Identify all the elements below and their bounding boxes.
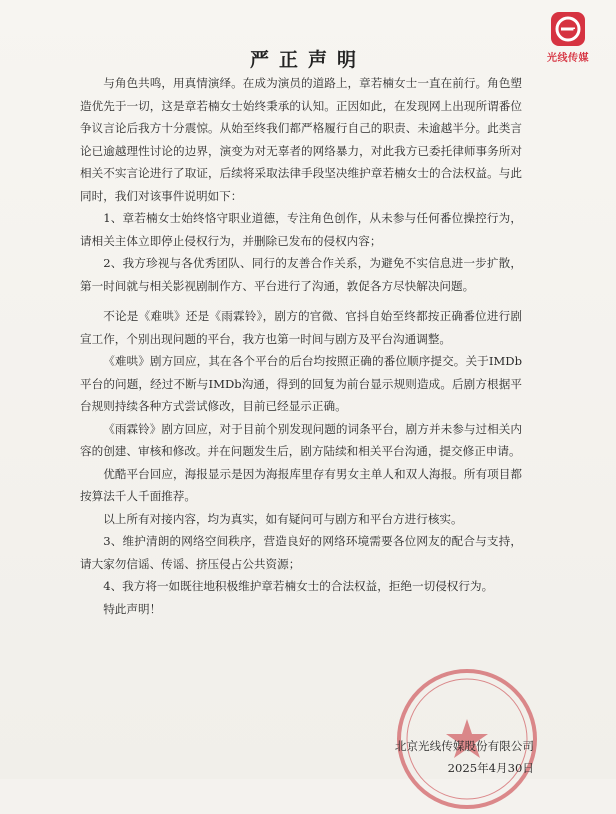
paragraph-point-4: 4、我方将一如既往地积极维护章若楠女士的合法权益，拒绝一切侵权行为。	[103, 579, 494, 593]
logo-text: 光线传媒	[547, 53, 589, 64]
paragraph-point-3: 3、维护清朗的网络空间秩序，营造良好的网络环境需要各位网友的配合与支持，请大家勿信谣、传谣、挤压侵占公共资源；	[80, 534, 522, 571]
paragraph-point-2: 2、我方珍视与各优秀团队、同行的友善合作关系，为避免不实信息进一步扩散，第一时间就与相关影视剧制作方、平台进行了沟通，敦促各方尽快解决问题。	[80, 256, 522, 293]
paragraph-point-1: 1、章若楠女士始终恪守职业道德，专注角色创作，从未参与任何番位操控行为，请相关主体立即停止侵权行为，并删除已发布的侵权内容；	[80, 211, 522, 248]
paragraph-youku: 优酷平台回应，海报显示是因为海报库里存有男女主单人和双人海报。所有项目都按算法千人千面推荐。	[80, 466, 522, 503]
paragraph-verification: 以上所有对接内容，均为真实，如有疑问可与剧方和平台方进行核实。	[103, 511, 463, 526]
paragraph-closing: 特此声明！	[103, 601, 162, 616]
document-title: 严正声明	[249, 49, 366, 71]
paragraph-intro: 与角色共鸣，用真情演绎。在成为演员的道路上，章若楠女士一直在前行。角色塑造优先于一切，这是章若楠女士始终秉承的认知。正因如此，在发现网上出现所谓番位争议言论后我方十分震惊。从始至终我们都严格履行自己的职责、未逾越半分。此类言论已逾越理性讨论的边界，演变为对无辜者的网络暴力，对此我方已委托律师事务所对相关不实言论进行了取证，后续将采取法律手段坚决维护章若楠女士的合法权益。与此同时，我们对该事件说明如下：	[80, 76, 522, 203]
paragraph-nanhong: 《难哄》剧方回应，其在各个平台的后台均按照正确的番位顺序提交。关于IMDb平台的问题，经过不断与IMDb沟通，得到的回复为前台显示规则造成。后剧方根据平台规则持续各种方式尝试修改，目前已经显示正确。	[80, 354, 522, 413]
paragraph-drama-promo: 不论是《难哄》还是《雨霖铃》，剧方的官微、官抖自始至终都按正确番位进行剧宣工作，个别出现问题的平台，我方也第一时间与剧方及平台沟通调整。	[80, 309, 522, 346]
statement-body	[80, 72, 522, 620]
logo-e-icon	[551, 12, 585, 46]
paragraph-yulinling: 《雨霖铃》剧方回应，对于目前个别发现问题的词条平台，剧方并未参与过相关内容的创建、审核和修改。并在问题发生后，剧方陆续和相关平台沟通，提交修正申请。	[80, 421, 522, 458]
company-signature: 北京光线传媒股份有限公司	[394, 739, 534, 753]
statement-date: 2025年4月30日	[447, 761, 534, 775]
